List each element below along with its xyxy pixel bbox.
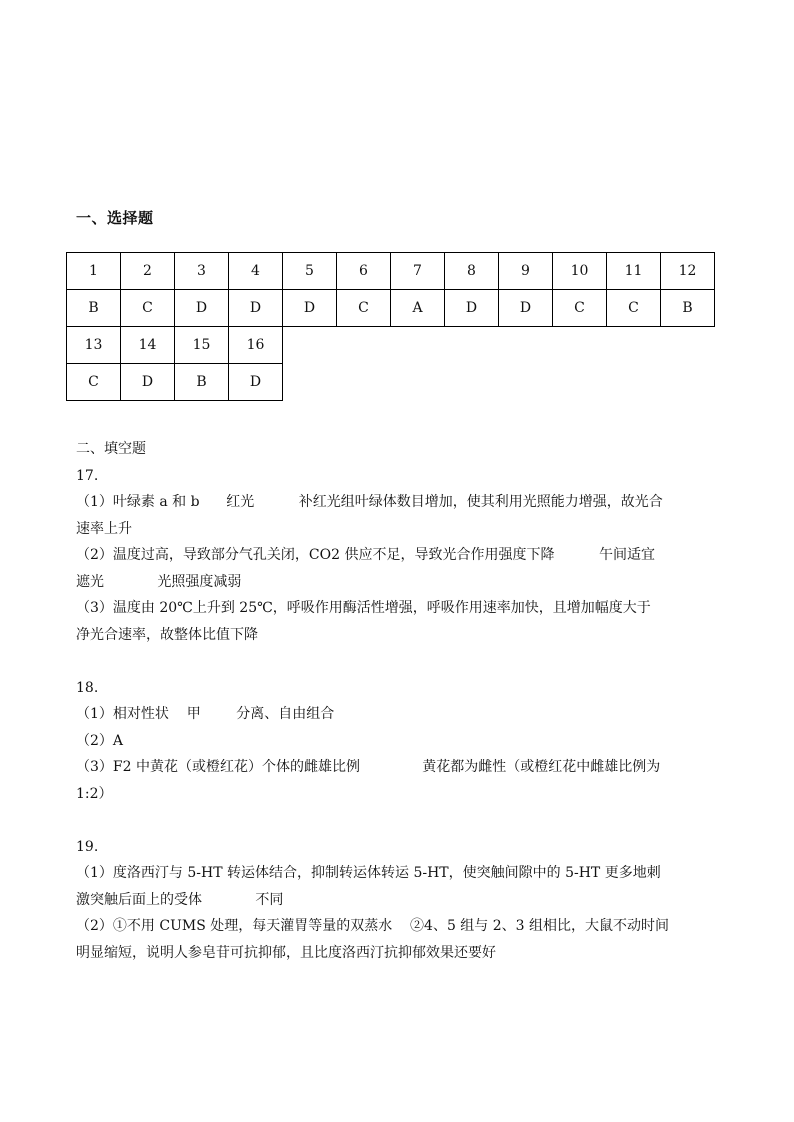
table-row bbox=[67, 290, 715, 327]
answer-cell: C bbox=[121, 290, 175, 327]
question-19-line: （1）度洛西汀与 5-HT 转运体结合，抑制转运体转运 5-HT，使突触间隙中的 5-HT 更多地刺 bbox=[76, 865, 661, 881]
question-17-line: 净光合速率，故整体比值下降 bbox=[76, 626, 258, 643]
answer-cell: D bbox=[175, 290, 229, 327]
spacer bbox=[76, 807, 726, 834]
answer-cell: D bbox=[121, 364, 175, 401]
answer-table bbox=[66, 252, 715, 401]
answer-cell: D bbox=[283, 290, 337, 327]
question-number-cell: 12 bbox=[661, 253, 715, 290]
answer-cell: D bbox=[499, 290, 553, 327]
question-17-line: （3）温度由 20℃上升到 25℃，呼吸作用酶活性增强，呼吸作用速率加快，且增加幅度大于 bbox=[76, 600, 651, 616]
table-row bbox=[67, 253, 715, 290]
question-number-cell: 13 bbox=[67, 327, 121, 364]
question-18-line: 1:2） bbox=[76, 785, 113, 802]
question-number-cell: 1 bbox=[67, 253, 121, 290]
question-18-line: （1）相对性状 甲 分离、自由组合 bbox=[76, 706, 335, 722]
question-number-cell: 4 bbox=[229, 253, 283, 290]
question-number-cell: 7 bbox=[391, 253, 445, 290]
question-number-cell: 8 bbox=[445, 253, 499, 290]
empty-cell bbox=[283, 327, 715, 364]
answer-cell: C bbox=[553, 290, 607, 327]
answer-cell: C bbox=[607, 290, 661, 327]
question-19-number: 19. bbox=[76, 838, 99, 855]
question-number-cell: 10 bbox=[553, 253, 607, 290]
table-row bbox=[67, 327, 715, 364]
answer-cell: D bbox=[229, 364, 283, 401]
answer-cell: C bbox=[337, 290, 391, 327]
answer-cell: A bbox=[391, 290, 445, 327]
answer-cell: B bbox=[175, 364, 229, 401]
question-number-cell: 14 bbox=[121, 327, 175, 364]
question-17-line: 速率上升 bbox=[76, 520, 132, 537]
answer-cell: D bbox=[445, 290, 499, 327]
question-18-line: （2）A bbox=[76, 732, 124, 749]
table-row bbox=[67, 364, 715, 401]
question-number-cell: 16 bbox=[229, 327, 283, 364]
spacer bbox=[76, 648, 726, 675]
question-number-cell: 2 bbox=[121, 253, 175, 290]
question-number-cell: 5 bbox=[283, 253, 337, 290]
section-choice-title: 一、选择题 bbox=[76, 209, 154, 227]
empty-cell bbox=[283, 364, 715, 401]
question-19-line: （2）①不用 CUMS 处理，每天灌胃等量的双蒸水 ②4、5 组与 2、3 组相比，大鼠不动时间 bbox=[76, 918, 670, 934]
question-18-number: 18. bbox=[76, 679, 99, 696]
question-number-cell: 11 bbox=[607, 253, 661, 290]
question-19-line: 明显缩短，说明人参皂苷可抗抑郁，且比度洛西汀抗抑郁效果还要好 bbox=[76, 944, 496, 961]
question-17-number: 17. bbox=[76, 467, 99, 484]
question-17-line: （1）叶绿素 a 和 b 红光 补红光组叶绿体数目增加，使其利用光照能力增强，故光合 bbox=[76, 494, 663, 510]
answer-cell: C bbox=[67, 364, 121, 401]
question-number-cell: 9 bbox=[499, 253, 553, 290]
question-number-cell: 15 bbox=[175, 327, 229, 364]
question-17-line: 遮光 光照强度减弱 bbox=[76, 573, 242, 590]
question-17-line: （2）温度过高，导致部分气孔关闭，CO2 供应不足，导致光合作用强度下降 午间适宜 bbox=[76, 547, 655, 563]
answer-cell: B bbox=[661, 290, 715, 327]
answer-cell: B bbox=[67, 290, 121, 327]
answer-cell: D bbox=[229, 290, 283, 327]
question-number-cell: 3 bbox=[175, 253, 229, 290]
question-19-line: 激突触后面上的受体 不同 bbox=[76, 891, 284, 908]
fill-in-section bbox=[76, 436, 726, 966]
question-18-line: （3）F2 中黄花（或橙红花）个体的雌雄比例 黄花都为雌性（或橙红花中雌雄比例为 bbox=[76, 759, 661, 775]
section-fill-title: 二、填空题 bbox=[76, 441, 146, 457]
question-number-cell: 6 bbox=[337, 253, 391, 290]
